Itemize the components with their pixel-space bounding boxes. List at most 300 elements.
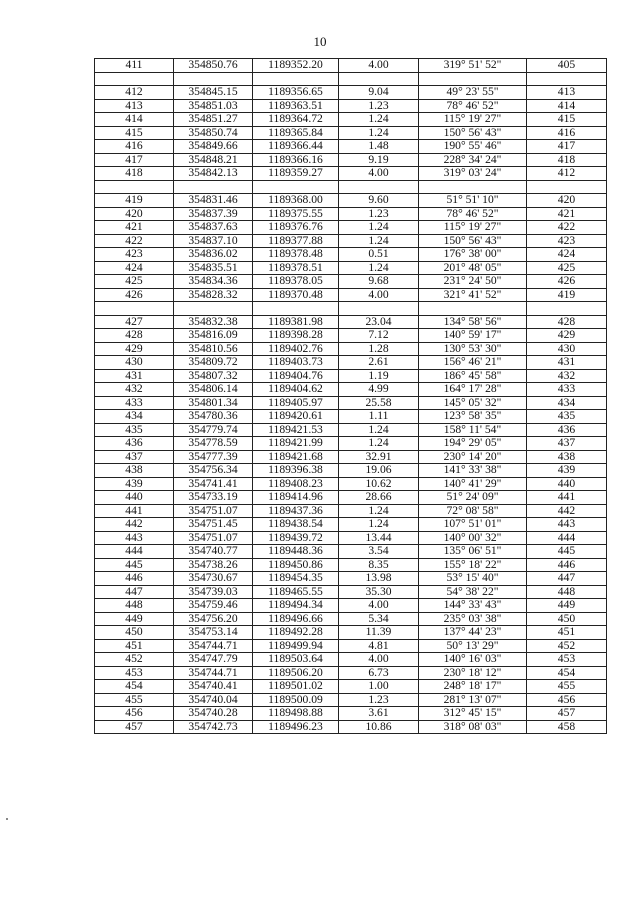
point-number-cell: 440 <box>95 491 174 505</box>
y-coordinate-cell: 1189408.23 <box>253 477 339 491</box>
point-number-cell: 455 <box>95 693 174 707</box>
table-row <box>95 680 607 694</box>
distance-cell: 10.62 <box>339 477 419 491</box>
bearing-cell: 194° 29' 05" <box>419 437 527 451</box>
y-coordinate-cell: 1189378.48 <box>253 248 339 262</box>
x-coordinate-cell: 354779.74 <box>174 423 253 437</box>
next-point-cell: 419 <box>527 288 607 302</box>
x-coordinate-cell: 354742.73 <box>174 720 253 734</box>
next-point-cell: 424 <box>527 248 607 262</box>
x-coordinate-cell: 354740.77 <box>174 545 253 559</box>
distance-cell <box>339 180 419 194</box>
y-coordinate-cell: 1189363.51 <box>253 99 339 113</box>
y-coordinate-cell: 1189366.16 <box>253 153 339 167</box>
distance-cell: 9.19 <box>339 153 419 167</box>
y-coordinate-cell: 1189421.53 <box>253 423 339 437</box>
distance-cell: 25.58 <box>339 396 419 410</box>
next-point-cell: 432 <box>527 369 607 383</box>
y-coordinate-cell: 1189450.86 <box>253 558 339 572</box>
bearing-cell: 150° 56' 43" <box>419 126 527 140</box>
table-row <box>95 626 607 640</box>
table-row <box>95 450 607 464</box>
table-row <box>95 531 607 545</box>
table-row <box>95 275 607 289</box>
distance-cell: 4.81 <box>339 639 419 653</box>
y-coordinate-cell: 1189438.54 <box>253 518 339 532</box>
point-number-cell: 418 <box>95 167 174 181</box>
next-point-cell <box>527 302 607 316</box>
bearing-cell: 78° 46' 52" <box>419 207 527 221</box>
table-row <box>95 153 607 167</box>
x-coordinate-cell: 354747.79 <box>174 653 253 667</box>
x-coordinate-cell: 354751.07 <box>174 531 253 545</box>
bearing-cell: 248° 18' 17" <box>419 680 527 694</box>
next-point-cell: 412 <box>527 167 607 181</box>
next-point-cell: 446 <box>527 558 607 572</box>
bearing-cell: 156° 46' 21" <box>419 356 527 370</box>
bearing-cell: 318° 08' 03" <box>419 720 527 734</box>
bearing-cell: 228° 34' 24" <box>419 153 527 167</box>
point-number-cell: 437 <box>95 450 174 464</box>
distance-cell: 11.39 <box>339 626 419 640</box>
table-row <box>95 86 607 100</box>
blank-separator-row <box>95 180 607 194</box>
table-row <box>95 437 607 451</box>
distance-cell: 35.30 <box>339 585 419 599</box>
y-coordinate-cell: 1189496.66 <box>253 612 339 626</box>
x-coordinate-cell: 354756.20 <box>174 612 253 626</box>
bearing-cell: 312° 45' 15" <box>419 707 527 721</box>
y-coordinate-cell: 1189492.28 <box>253 626 339 640</box>
point-number-cell: 457 <box>95 720 174 734</box>
blank-separator-row <box>95 302 607 316</box>
y-coordinate-cell: 1189421.99 <box>253 437 339 451</box>
x-coordinate-cell: 354756.34 <box>174 464 253 478</box>
x-coordinate-cell: 354810.56 <box>174 342 253 356</box>
next-point-cell: 434 <box>527 396 607 410</box>
y-coordinate-cell: 1189404.76 <box>253 369 339 383</box>
next-point-cell: 444 <box>527 531 607 545</box>
point-number-cell: 438 <box>95 464 174 478</box>
bearing-cell: 53° 15' 40" <box>419 572 527 586</box>
y-coordinate-cell: 1189381.98 <box>253 315 339 329</box>
bearing-cell: 281° 13' 07" <box>419 693 527 707</box>
distance-cell: 1.24 <box>339 504 419 518</box>
bearing-cell: 235° 03' 38" <box>419 612 527 626</box>
next-point-cell: 445 <box>527 545 607 559</box>
point-number-cell <box>95 72 174 86</box>
x-coordinate-cell: 354834.36 <box>174 275 253 289</box>
next-point-cell: 421 <box>527 207 607 221</box>
next-point-cell: 413 <box>527 86 607 100</box>
x-coordinate-cell: 354837.10 <box>174 234 253 248</box>
y-coordinate-cell: 1189500.09 <box>253 693 339 707</box>
x-coordinate-cell: 354751.07 <box>174 504 253 518</box>
point-number-cell: 422 <box>95 234 174 248</box>
table-row <box>95 464 607 478</box>
bearing-cell: 140° 59' 17" <box>419 329 527 343</box>
x-coordinate-cell <box>174 72 253 86</box>
point-number-cell <box>95 302 174 316</box>
distance-cell: 10.86 <box>339 720 419 734</box>
table-row <box>95 383 607 397</box>
bearing-cell: 140° 41' 29" <box>419 477 527 491</box>
bearing-cell: 49° 23' 55" <box>419 86 527 100</box>
y-coordinate-cell: 1189365.84 <box>253 126 339 140</box>
bearing-cell: 141° 33' 38" <box>419 464 527 478</box>
distance-cell: 1.11 <box>339 410 419 424</box>
next-point-cell: 447 <box>527 572 607 586</box>
bearing-cell: 319° 51' 52" <box>419 59 527 73</box>
next-point-cell: 452 <box>527 639 607 653</box>
distance-cell: 1.24 <box>339 126 419 140</box>
point-number-cell: 421 <box>95 221 174 235</box>
next-point-cell: 442 <box>527 504 607 518</box>
distance-cell: 9.68 <box>339 275 419 289</box>
table-row <box>95 369 607 383</box>
distance-cell: 7.12 <box>339 329 419 343</box>
x-coordinate-cell: 354777.39 <box>174 450 253 464</box>
next-point-cell: 440 <box>527 477 607 491</box>
table-row <box>95 167 607 181</box>
next-point-cell: 422 <box>527 221 607 235</box>
distance-cell: 1.24 <box>339 221 419 235</box>
blank-separator-row <box>95 72 607 86</box>
table-row <box>95 342 607 356</box>
distance-cell: 1.28 <box>339 342 419 356</box>
y-coordinate-cell: 1189420.61 <box>253 410 339 424</box>
bearing-cell: 164° 17' 28" <box>419 383 527 397</box>
y-coordinate-cell: 1189359.27 <box>253 167 339 181</box>
point-number-cell: 411 <box>95 59 174 73</box>
table-row <box>95 248 607 262</box>
distance-cell: 23.04 <box>339 315 419 329</box>
point-number-cell: 429 <box>95 342 174 356</box>
table-row <box>95 585 607 599</box>
next-point-cell <box>527 72 607 86</box>
x-coordinate-cell: 354848.21 <box>174 153 253 167</box>
bearing-cell: 150° 56' 43" <box>419 234 527 248</box>
next-point-cell: 428 <box>527 315 607 329</box>
x-coordinate-cell: 354738.26 <box>174 558 253 572</box>
distance-cell: 1.24 <box>339 261 419 275</box>
x-coordinate-cell: 354809.72 <box>174 356 253 370</box>
table-row <box>95 140 607 154</box>
distance-cell: 4.00 <box>339 167 419 181</box>
y-coordinate-cell: 1189421.68 <box>253 450 339 464</box>
table-row <box>95 329 607 343</box>
next-point-cell: 417 <box>527 140 607 154</box>
table-row <box>95 666 607 680</box>
y-coordinate-cell: 1189437.36 <box>253 504 339 518</box>
distance-cell: 4.99 <box>339 383 419 397</box>
next-point-cell: 431 <box>527 356 607 370</box>
table-row <box>95 612 607 626</box>
distance-cell: 1.24 <box>339 518 419 532</box>
y-coordinate-cell: 1189375.55 <box>253 207 339 221</box>
table-row <box>95 126 607 140</box>
table-row <box>95 113 607 127</box>
table-row <box>95 545 607 559</box>
x-coordinate-cell: 354744.71 <box>174 639 253 653</box>
next-point-cell: 414 <box>527 99 607 113</box>
distance-cell: 1.23 <box>339 693 419 707</box>
bearing-cell: 230° 18' 12" <box>419 666 527 680</box>
distance-cell: 28.66 <box>339 491 419 505</box>
table-row <box>95 396 607 410</box>
bearing-cell: 186° 45' 58" <box>419 369 527 383</box>
x-coordinate-cell: 354733.19 <box>174 491 253 505</box>
y-coordinate-cell: 1189465.55 <box>253 585 339 599</box>
y-coordinate-cell: 1189448.36 <box>253 545 339 559</box>
point-number-cell: 450 <box>95 626 174 640</box>
y-coordinate-cell: 1189377.88 <box>253 234 339 248</box>
table-row <box>95 194 607 208</box>
table-row <box>95 558 607 572</box>
point-number-cell: 414 <box>95 113 174 127</box>
point-number-cell: 416 <box>95 140 174 154</box>
bearing-cell: 319° 03' 24" <box>419 167 527 181</box>
distance-cell: 8.35 <box>339 558 419 572</box>
bearing-cell: 190° 55' 46" <box>419 140 527 154</box>
table-row <box>95 59 607 73</box>
point-number-cell: 413 <box>95 99 174 113</box>
table-row <box>95 504 607 518</box>
table-row <box>95 707 607 721</box>
point-number-cell: 441 <box>95 504 174 518</box>
bearing-cell <box>419 302 527 316</box>
next-point-cell: 449 <box>527 599 607 613</box>
point-number-cell: 442 <box>95 518 174 532</box>
distance-cell: 4.00 <box>339 599 419 613</box>
point-number-cell: 454 <box>95 680 174 694</box>
next-point-cell: 405 <box>527 59 607 73</box>
bearing-cell: 145° 05' 32" <box>419 396 527 410</box>
bearing-cell: 51° 51' 10" <box>419 194 527 208</box>
distance-cell: 1.23 <box>339 99 419 113</box>
next-point-cell: 441 <box>527 491 607 505</box>
next-point-cell: 450 <box>527 612 607 626</box>
y-coordinate-cell: 1189439.72 <box>253 531 339 545</box>
next-point-cell: 456 <box>527 693 607 707</box>
distance-cell: 3.54 <box>339 545 419 559</box>
point-number-cell: 445 <box>95 558 174 572</box>
y-coordinate-cell: 1189352.20 <box>253 59 339 73</box>
table-row <box>95 261 607 275</box>
x-coordinate-cell: 354850.74 <box>174 126 253 140</box>
y-coordinate-cell: 1189366.44 <box>253 140 339 154</box>
next-point-cell: 435 <box>527 410 607 424</box>
point-number-cell: 436 <box>95 437 174 451</box>
y-coordinate-cell: 1189405.97 <box>253 396 339 410</box>
bearing-cell: 115° 19' 27" <box>419 113 527 127</box>
bearing-cell: 158° 11' 54" <box>419 423 527 437</box>
x-coordinate-cell: 354835.51 <box>174 261 253 275</box>
bearing-cell: 50° 13' 29" <box>419 639 527 653</box>
table-row <box>95 653 607 667</box>
point-number-cell: 449 <box>95 612 174 626</box>
y-coordinate-cell: 1189402.76 <box>253 342 339 356</box>
bearing-cell: 201° 48' 05" <box>419 261 527 275</box>
y-coordinate-cell: 1189376.76 <box>253 221 339 235</box>
next-point-cell: 425 <box>527 261 607 275</box>
bearing-cell: 231° 24' 50" <box>419 275 527 289</box>
distance-cell: 13.44 <box>339 531 419 545</box>
bearing-cell: 115° 19' 27" <box>419 221 527 235</box>
bearing-cell: 54° 38' 22" <box>419 585 527 599</box>
bearing-cell: 176° 38' 00" <box>419 248 527 262</box>
table-row <box>95 315 607 329</box>
table-row <box>95 599 607 613</box>
bearing-cell <box>419 180 527 194</box>
y-coordinate-cell: 1189378.05 <box>253 275 339 289</box>
bearing-cell: 72° 08' 58" <box>419 504 527 518</box>
bearing-cell <box>419 72 527 86</box>
next-point-cell: 443 <box>527 518 607 532</box>
y-coordinate-cell: 1189356.65 <box>253 86 339 100</box>
x-coordinate-cell: 354828.32 <box>174 288 253 302</box>
x-coordinate-cell: 354849.66 <box>174 140 253 154</box>
y-coordinate-cell: 1189398.28 <box>253 329 339 343</box>
x-coordinate-cell <box>174 302 253 316</box>
next-point-cell: 439 <box>527 464 607 478</box>
bearing-cell: 130° 53' 30" <box>419 342 527 356</box>
y-coordinate-cell: 1189498.88 <box>253 707 339 721</box>
y-coordinate-cell: 1189499.94 <box>253 639 339 653</box>
y-coordinate-cell: 1189404.62 <box>253 383 339 397</box>
coordinates-table <box>94 58 607 734</box>
bearing-cell: 137° 44' 23" <box>419 626 527 640</box>
table-row <box>95 356 607 370</box>
next-point-cell: 429 <box>527 329 607 343</box>
point-number-cell: 447 <box>95 585 174 599</box>
next-point-cell: 448 <box>527 585 607 599</box>
table-row <box>95 288 607 302</box>
distance-cell: 9.04 <box>339 86 419 100</box>
point-number-cell: 415 <box>95 126 174 140</box>
point-number-cell: 435 <box>95 423 174 437</box>
x-coordinate-cell: 354851.03 <box>174 99 253 113</box>
next-point-cell: 426 <box>527 275 607 289</box>
next-point-cell: 418 <box>527 153 607 167</box>
y-coordinate-cell: 1189496.23 <box>253 720 339 734</box>
y-coordinate-cell <box>253 180 339 194</box>
next-point-cell: 453 <box>527 653 607 667</box>
x-coordinate-cell: 354780.36 <box>174 410 253 424</box>
bearing-cell: 144° 33' 43" <box>419 599 527 613</box>
bearing-cell: 230° 14' 20" <box>419 450 527 464</box>
distance-cell: 9.60 <box>339 194 419 208</box>
x-coordinate-cell: 354740.28 <box>174 707 253 721</box>
x-coordinate-cell: 354816.09 <box>174 329 253 343</box>
x-coordinate-cell: 354836.02 <box>174 248 253 262</box>
point-number-cell: 453 <box>95 666 174 680</box>
distance-cell: 1.23 <box>339 207 419 221</box>
y-coordinate-cell: 1189503.64 <box>253 653 339 667</box>
distance-cell: 1.24 <box>339 234 419 248</box>
coordinates-table-body <box>95 59 607 734</box>
table-row <box>95 572 607 586</box>
table-row <box>95 639 607 653</box>
point-number-cell: 419 <box>95 194 174 208</box>
y-coordinate-cell: 1189501.02 <box>253 680 339 694</box>
next-point-cell: 420 <box>527 194 607 208</box>
distance-cell <box>339 302 419 316</box>
x-coordinate-cell: 354837.39 <box>174 207 253 221</box>
y-coordinate-cell: 1189396.38 <box>253 464 339 478</box>
x-coordinate-cell: 354751.45 <box>174 518 253 532</box>
point-number-cell: 434 <box>95 410 174 424</box>
next-point-cell: 455 <box>527 680 607 694</box>
bearing-cell: 140° 00' 32" <box>419 531 527 545</box>
distance-cell: 1.24 <box>339 113 419 127</box>
scan-dot <box>6 818 8 820</box>
next-point-cell: 436 <box>527 423 607 437</box>
y-coordinate-cell: 1189454.35 <box>253 572 339 586</box>
bearing-cell: 321° 41' 52" <box>419 288 527 302</box>
y-coordinate-cell: 1189414.96 <box>253 491 339 505</box>
distance-cell: 13.98 <box>339 572 419 586</box>
y-coordinate-cell: 1189494.34 <box>253 599 339 613</box>
y-coordinate-cell: 1189364.72 <box>253 113 339 127</box>
next-point-cell: 430 <box>527 342 607 356</box>
bearing-cell: 78° 46' 52" <box>419 99 527 113</box>
table-row <box>95 410 607 424</box>
point-number-cell: 456 <box>95 707 174 721</box>
x-coordinate-cell: 354759.46 <box>174 599 253 613</box>
bearing-cell: 123° 58' 35" <box>419 410 527 424</box>
bearing-cell: 107° 51' 01" <box>419 518 527 532</box>
y-coordinate-cell: 1189506.20 <box>253 666 339 680</box>
point-number-cell: 452 <box>95 653 174 667</box>
point-number-cell: 423 <box>95 248 174 262</box>
y-coordinate-cell: 1189403.73 <box>253 356 339 370</box>
next-point-cell: 438 <box>527 450 607 464</box>
x-coordinate-cell <box>174 180 253 194</box>
table-row <box>95 221 607 235</box>
distance-cell: 1.19 <box>339 369 419 383</box>
table-row <box>95 518 607 532</box>
point-number-cell: 448 <box>95 599 174 613</box>
next-point-cell: 437 <box>527 437 607 451</box>
bearing-cell: 155° 18' 22" <box>419 558 527 572</box>
bearing-cell: 135° 06' 51" <box>419 545 527 559</box>
point-number-cell: 430 <box>95 356 174 370</box>
table-row <box>95 423 607 437</box>
next-point-cell: 433 <box>527 383 607 397</box>
x-coordinate-cell: 354801.34 <box>174 396 253 410</box>
point-number-cell: 427 <box>95 315 174 329</box>
next-point-cell: 415 <box>527 113 607 127</box>
point-number-cell: 424 <box>95 261 174 275</box>
x-coordinate-cell: 354740.41 <box>174 680 253 694</box>
point-number-cell: 412 <box>95 86 174 100</box>
x-coordinate-cell: 354753.14 <box>174 626 253 640</box>
table-row <box>95 99 607 113</box>
point-number-cell: 425 <box>95 275 174 289</box>
next-point-cell: 423 <box>527 234 607 248</box>
x-coordinate-cell: 354845.15 <box>174 86 253 100</box>
distance-cell: 1.00 <box>339 680 419 694</box>
y-coordinate-cell: 1189368.00 <box>253 194 339 208</box>
table-row <box>95 693 607 707</box>
point-number-cell: 433 <box>95 396 174 410</box>
table-row <box>95 234 607 248</box>
page-number: 10 <box>313 34 327 49</box>
x-coordinate-cell: 354837.63 <box>174 221 253 235</box>
x-coordinate-cell: 354740.04 <box>174 693 253 707</box>
distance-cell: 2.61 <box>339 356 419 370</box>
